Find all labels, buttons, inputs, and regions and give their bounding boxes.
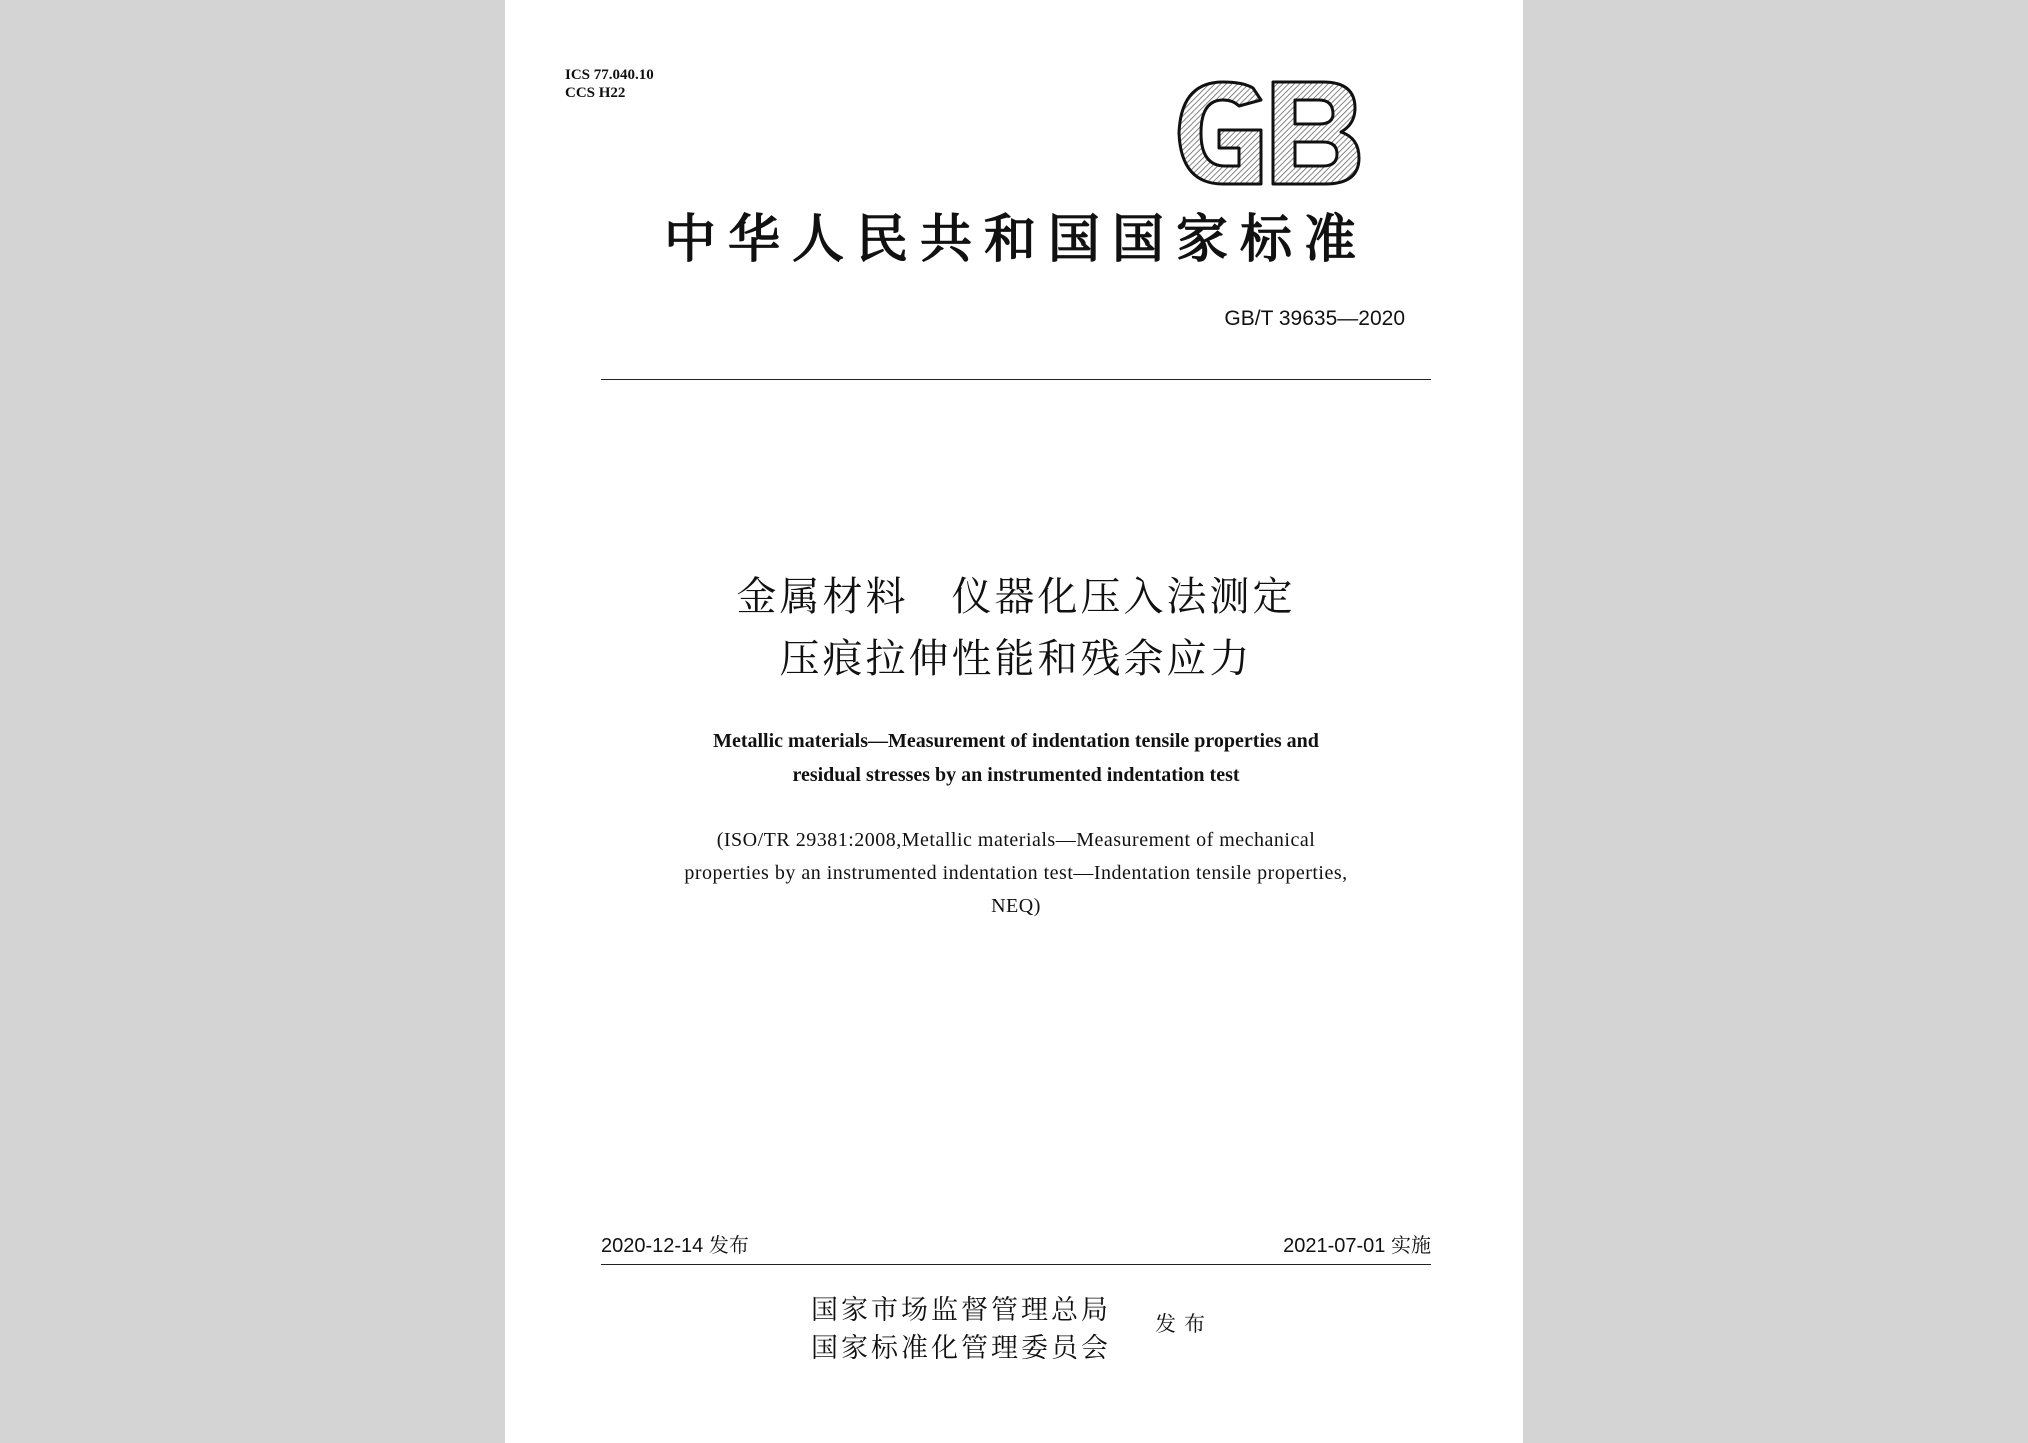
english-title-line-1: Metallic materials—Measurement of indentation tensile properties and xyxy=(713,730,1319,752)
adoption-note xyxy=(601,824,1431,923)
gb-logo xyxy=(1173,80,1363,186)
footer-divider xyxy=(601,1264,1431,1265)
publish-label: 发布 xyxy=(1155,1312,1213,1336)
adoption-note-line-1: (ISO/TR 29381:2008,Metallic materials—Measurement of mechanical xyxy=(716,829,1316,851)
adoption-note-line-3: NEQ) xyxy=(991,895,1041,917)
standard-number: GB/T 39635—2020 xyxy=(1224,307,1405,330)
english-title-line-2: residual stresses by an instrumented indentation test xyxy=(792,764,1240,786)
classification-codes xyxy=(565,66,654,102)
header-divider xyxy=(601,379,1431,380)
ics-code: ICS 77.040.10 xyxy=(565,67,654,83)
issuer-sac: 国家标准化管理委员会 xyxy=(811,1333,1111,1364)
ccs-code: CCS H22 xyxy=(565,85,626,101)
issue-date: 2020-12-14 发布 xyxy=(601,1235,749,1257)
country-standard-title: 中华人民共和国国家标准 xyxy=(663,210,1368,270)
english-title xyxy=(601,724,1431,792)
chinese-title xyxy=(601,566,1431,690)
adoption-note-line-2: properties by an instrumented indentation test—Indentation tensile properties, xyxy=(684,862,1348,884)
document-page xyxy=(505,0,1523,1443)
implementation-date: 2021-07-01 实施 xyxy=(1283,1235,1431,1257)
chinese-title-line-2: 压痕拉伸性能和残余应力 xyxy=(779,636,1253,682)
chinese-title-line-1: 金属材料 仪器化压入法测定 xyxy=(736,574,1296,620)
issuer-samr: 国家市场监督管理总局 xyxy=(811,1295,1111,1326)
issuing-authorities xyxy=(811,1292,1111,1368)
